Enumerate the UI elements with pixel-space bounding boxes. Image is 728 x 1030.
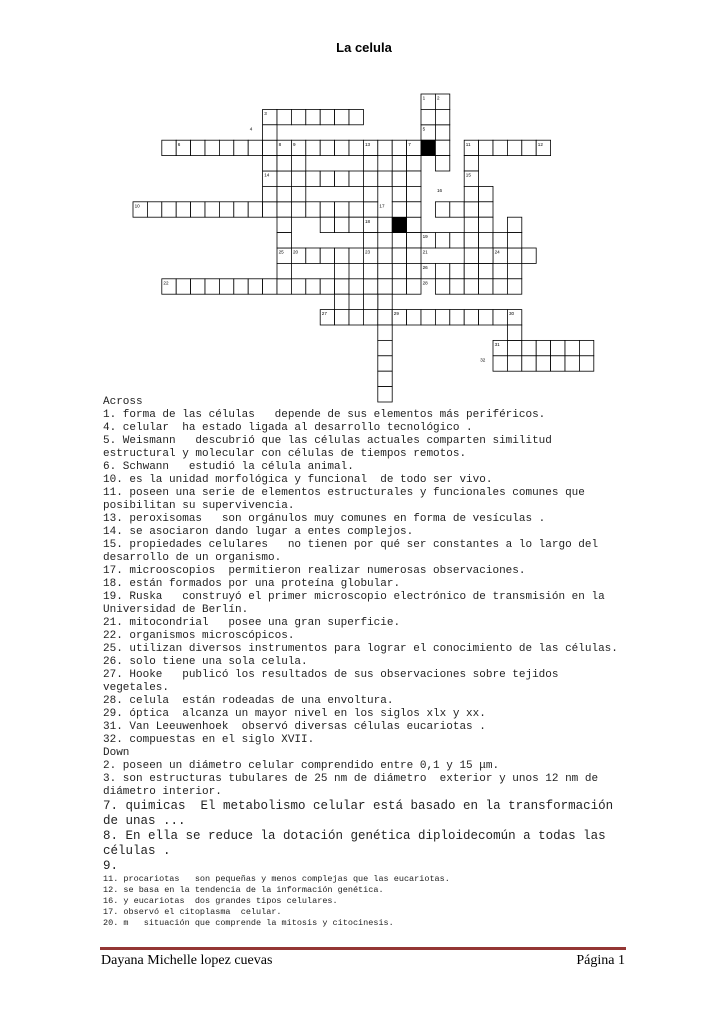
crossword-cell: [435, 109, 449, 124]
clue-line: 22. organismos microscópicos.: [103, 630, 295, 642]
crossword-cell: [349, 279, 363, 294]
crossword-cell: [507, 340, 521, 355]
crossword-cell: [349, 171, 363, 186]
crossword-cell: [378, 340, 392, 355]
crossword-cell: [363, 279, 377, 294]
crossword-cell: [277, 279, 291, 294]
clue-line: 5. Weismann descubrió que las células actuales comparten similitud: [103, 435, 552, 447]
crossword-cell: [479, 310, 493, 325]
clue-number: 26: [422, 265, 428, 270]
crossword-cell: [378, 217, 392, 232]
clue-line: 10. es la unidad morfológica y funcional de todo ser vivo.: [103, 474, 493, 486]
crossword-cell: [320, 202, 334, 217]
crossword-cell: [407, 217, 421, 232]
crossword-cell: [335, 140, 349, 155]
crossword-cell: [263, 156, 277, 171]
crossword-cell: [291, 171, 305, 186]
crossword-cell: [435, 310, 449, 325]
crossword-cell: [493, 233, 507, 248]
crossword-cell: [335, 294, 349, 309]
clue-line: 8. En ella se reduce la dotación genética diploidecomún a todas las: [103, 829, 606, 843]
clue-line: 4. celular ha estado ligada al desarrollo tecnológico .: [103, 422, 473, 434]
crossword-cell: [407, 279, 421, 294]
crossword-cell: [219, 202, 233, 217]
clue-number: 6: [177, 141, 181, 147]
clue-number: 30: [509, 311, 515, 317]
crossword-cell: [522, 340, 536, 355]
crossword-cell: [335, 310, 349, 325]
crossword-cell: [205, 202, 219, 217]
crossword-cell: [263, 140, 277, 155]
crossword-cell: [479, 202, 493, 217]
crossword-cell: [392, 233, 406, 248]
crossword-cell: [435, 279, 449, 294]
crossword-cell: [363, 233, 377, 248]
crossword-cell: [392, 202, 406, 217]
clue-number: 23: [365, 249, 371, 255]
crossword-cell: [306, 171, 320, 186]
clue-number: 8: [278, 141, 282, 147]
crossword-cell: [363, 202, 377, 217]
clue-line: 16. y eucariotas dos grandes tipos celulares.: [103, 896, 338, 906]
crossword-cell: [335, 248, 349, 263]
crossword-cell: [507, 233, 521, 248]
crossword-cell: [464, 156, 478, 171]
crossword-cell: [162, 140, 176, 155]
crossword-cell: [349, 248, 363, 263]
crossword-cell: [378, 171, 392, 186]
clue-list: [103, 396, 623, 929]
crossword-cell: [507, 217, 521, 232]
crossword-cell: [421, 310, 435, 325]
clue-line: 11. poseen una serie de elementos estructurales y funcionales comunes que: [103, 487, 585, 499]
crossword-cell: [392, 248, 406, 263]
clue-line: 32. compuestas en el siglo XVII.: [103, 734, 315, 746]
clue-number: 1: [422, 95, 426, 101]
crossword-black-cell: [421, 140, 435, 155]
crossword-cell: [378, 325, 392, 340]
crossword-cell: [450, 279, 464, 294]
clue-line: 13. peroxisomas son orgánulos muy comunes en forma de vesículas .: [103, 513, 546, 525]
clue-line: Universidad de Berlín.: [103, 604, 249, 616]
crossword-cell: [493, 356, 507, 371]
crossword-cell: [378, 248, 392, 263]
crossword-cell: [162, 202, 176, 217]
crossword-cell: [291, 186, 305, 201]
crossword-cell: [378, 356, 392, 371]
crossword-grid: [0, 0, 728, 363]
crossword-cell: [349, 140, 363, 155]
crossword-cell: [493, 279, 507, 294]
clue-line: posibilitan su supervivencia.: [103, 500, 295, 512]
crossword-cell: [147, 202, 161, 217]
crossword-cell: [479, 186, 493, 201]
crossword-cell: [277, 217, 291, 232]
crossword-cell: [464, 310, 478, 325]
crossword-cell: [407, 248, 421, 263]
crossword-cell: [479, 263, 493, 278]
crossword-cell: [536, 356, 550, 371]
crossword-cell: [407, 263, 421, 278]
crossword-cell: [493, 140, 507, 155]
crossword-cell: [335, 263, 349, 278]
crossword-cell: [219, 140, 233, 155]
crossword-cell: [421, 109, 435, 124]
crossword-cell: [378, 140, 392, 155]
crossword-cell: [407, 310, 421, 325]
clue-number: 7: [408, 141, 411, 147]
crossword-cell: [551, 356, 565, 371]
crossword-cell: [320, 279, 334, 294]
crossword-cell: [565, 356, 579, 371]
crossword-cell: [277, 202, 291, 217]
crossword-cell: [291, 109, 305, 124]
clue-number: 24: [494, 249, 500, 255]
crossword-cell: [277, 109, 291, 124]
clue-line: 25. utilizan diversos instrumentos para lograr el conocimiento de las células.: [103, 643, 618, 655]
crossword-cell: [579, 340, 593, 355]
crossword-cell: [248, 140, 262, 155]
clue-number: 18: [365, 218, 371, 224]
clue-number: 9: [293, 141, 296, 147]
crossword-cell: [378, 310, 392, 325]
crossword-cell: [579, 356, 593, 371]
clue-number: 17: [379, 203, 385, 209]
crossword-cell: [392, 263, 406, 278]
clue-line: Across: [103, 396, 143, 408]
clue-line: 27. Hooke publicó los resultados de sus observaciones sobre tejidos: [103, 669, 559, 681]
crossword-cell: [479, 217, 493, 232]
clue-number: 20: [293, 249, 299, 255]
crossword-cell: [493, 310, 507, 325]
crossword-cell: [277, 263, 291, 278]
crossword-cell: [507, 356, 521, 371]
crossword-cell: [306, 109, 320, 124]
clue-line: vegetales.: [103, 682, 170, 694]
clue-line: 11. procariotas son pequeñas y menos complejas que las eucariotas.: [103, 874, 450, 884]
clue-line: 29. óptica alcanza un mayor nivel en los siglos xlx y xx.: [103, 708, 486, 720]
crossword-cell: [349, 202, 363, 217]
crossword-cell: [363, 294, 377, 309]
crossword-cell: [464, 279, 478, 294]
clue-line: Down: [103, 747, 130, 759]
crossword-cell: [407, 202, 421, 217]
crossword-cell: [435, 125, 449, 140]
clue-number: 14: [264, 172, 270, 178]
crossword-cell: [277, 171, 291, 186]
crossword-cell: [435, 233, 449, 248]
crossword-black-cell: [392, 217, 406, 232]
crossword-cell: [392, 279, 406, 294]
crossword-cell: [522, 140, 536, 155]
crossword-cell: [363, 156, 377, 171]
crossword-cell: [464, 202, 478, 217]
clue-number: 12: [537, 141, 543, 147]
crossword-cell: [407, 156, 421, 171]
crossword-cell: [263, 279, 277, 294]
clue-line: 1. forma de las células depende de sus elementos más periféricos.: [103, 409, 546, 421]
crossword-cell: [479, 248, 493, 263]
crossword-cell: [507, 263, 521, 278]
crossword-cell: [435, 156, 449, 171]
crossword-cell: [205, 140, 219, 155]
clue-line: diámetro interior.: [103, 786, 222, 798]
crossword-cell: [536, 340, 550, 355]
clue-line: 28. celula están rodeadas de una envoltura.: [103, 695, 394, 707]
crossword-cell: [320, 171, 334, 186]
crossword-cell: [263, 186, 277, 201]
crossword-cell: [565, 340, 579, 355]
crossword-cell: [479, 233, 493, 248]
crossword-cell: [219, 279, 233, 294]
crossword-cell: [378, 371, 392, 386]
crossword-cell: [363, 186, 377, 201]
crossword-cell: [263, 125, 277, 140]
crossword-cell: [378, 294, 392, 309]
crossword-cell: [291, 279, 305, 294]
crossword-cell: [306, 140, 320, 155]
crossword-cell: [493, 263, 507, 278]
clue-line: de unas ...: [103, 814, 186, 828]
clue-line: 20. m situación que comprende la mitosis y citocinesis.: [103, 918, 394, 928]
crossword-cell: [191, 279, 205, 294]
crossword-cell: [335, 279, 349, 294]
crossword-cell: [507, 140, 521, 155]
clue-number: 28: [422, 280, 428, 286]
clue-line: 17. observó el citoplasma celular.: [103, 907, 282, 917]
crossword-cell: [479, 140, 493, 155]
crossword-cell: [507, 248, 521, 263]
crossword-cell: [263, 202, 277, 217]
clue-line: 14. se asociaron dando lugar a entes complejos.: [103, 526, 414, 538]
crossword-cell: [392, 156, 406, 171]
clue-line: estructural y molecular con células de tiempos remotos.: [103, 448, 467, 460]
clue-line: 6. Schwann estudió la célula animal.: [103, 461, 354, 473]
clue-number: 2: [437, 95, 440, 101]
crossword-cell: [464, 248, 478, 263]
crossword-cell: [464, 186, 478, 201]
clue-line: desarrollo de un organismo.: [103, 552, 282, 564]
crossword-cell: [349, 109, 363, 124]
crossword-cell: [277, 233, 291, 248]
crossword-cell: [450, 263, 464, 278]
clue-number: 31: [494, 342, 500, 347]
crossword-cell: [378, 263, 392, 278]
crossword-cell: [464, 233, 478, 248]
crossword-cell: [507, 279, 521, 294]
footer-page-number: Página 1: [576, 953, 625, 968]
clue-line: 31. Van Leeuwenhoek observó diversas células eucariotas .: [103, 721, 486, 733]
crossword-cell: [320, 109, 334, 124]
clue-number: 4: [249, 126, 253, 132]
crossword-cell: [522, 356, 536, 371]
crossword-cell: [464, 263, 478, 278]
clue-number: 29: [393, 311, 399, 317]
footer-author: Dayana Michelle lopez cuevas: [101, 953, 273, 968]
clue-number: 32: [480, 357, 486, 363]
clue-number: 22: [163, 280, 169, 286]
crossword-cell: [450, 202, 464, 217]
crossword-cell: [435, 263, 449, 278]
crossword-cell: [551, 340, 565, 355]
crossword-cell: [191, 140, 205, 155]
crossword-cell: [479, 279, 493, 294]
crossword-cell: [248, 202, 262, 217]
crossword-cell: [306, 248, 320, 263]
crossword-cell: [522, 248, 536, 263]
crossword-cell: [277, 156, 291, 171]
clue-line: 3. son estructuras tubulares de 25 nm de diámetro exterior y unos 12 nm de: [103, 773, 599, 785]
clue-line: 18. están formados por una proteína globular.: [103, 578, 401, 590]
clue-line: 7. quimicas El metabolismo celular está basado en la transformación: [103, 799, 614, 813]
footer-rule: [100, 947, 626, 950]
clue-line: 17. microoscopios permitieron realizar numerosas observaciones.: [103, 565, 526, 577]
crossword-cell: [363, 263, 377, 278]
clue-line: células .: [103, 844, 171, 858]
clue-number: 19: [422, 234, 428, 240]
crossword-cell: [205, 279, 219, 294]
crossword-cell: [291, 156, 305, 171]
crossword-cell: [363, 171, 377, 186]
crossword-cell: [349, 217, 363, 232]
crossword-cell: [176, 202, 190, 217]
clue-number: 27: [321, 311, 327, 317]
crossword-cell: [248, 279, 262, 294]
crossword-cell: [306, 202, 320, 217]
crossword-cell: [464, 217, 478, 232]
crossword-cell: [435, 140, 449, 155]
crossword-cell: [407, 186, 421, 201]
clue-line: 15. propiedades celulares no tienen por qué ser constantes a lo largo del: [103, 539, 599, 551]
crossword-cell: [234, 140, 248, 155]
crossword-cell: [320, 140, 334, 155]
crossword-cell: [335, 171, 349, 186]
clue-line: 21. mitocondrial posee una gran superficie.: [103, 617, 401, 629]
clue-number: 16: [437, 188, 443, 193]
crossword-cell: [450, 310, 464, 325]
crossword-cell: [176, 279, 190, 294]
clue-number: 25: [278, 249, 284, 255]
crossword-cell: [450, 233, 464, 248]
crossword-cell: [378, 279, 392, 294]
crossword-cell: [291, 202, 305, 217]
clue-number: 15: [465, 172, 471, 178]
clue-line: 2. poseen un diámetro celular comprendido entre 0,1 y 15 μm.: [103, 760, 500, 772]
clue-number: 21: [422, 249, 428, 255]
clue-line: 9.: [103, 859, 119, 873]
clue-number: 3: [264, 111, 267, 116]
crossword-cell: [335, 217, 349, 232]
clue-number: 13: [365, 141, 371, 147]
page-title: La celula: [336, 40, 392, 55]
clue-number: 11: [465, 141, 471, 147]
crossword-cell: [234, 202, 248, 217]
crossword-cell: [507, 325, 521, 340]
crossword-cell: [335, 109, 349, 124]
crossword-cell: [392, 186, 406, 201]
crossword-cell: [407, 171, 421, 186]
crossword-cell: [392, 140, 406, 155]
crossword-cell: [320, 248, 334, 263]
crossword-cell: [407, 233, 421, 248]
crossword-cell: [392, 171, 406, 186]
crossword-cell: [363, 310, 377, 325]
crossword-cell: [435, 202, 449, 217]
clue-number: 5: [422, 126, 426, 132]
crossword-cell: [277, 186, 291, 201]
crossword-cell: [320, 217, 334, 232]
clue-line: 12. se basa en la tendencia de la información genética.: [103, 885, 384, 895]
crossword-cell: [335, 202, 349, 217]
clue-line: 19. Ruska construyó el primer microscopio electrónico de transmisión en la: [103, 591, 605, 603]
crossword-cell: [191, 202, 205, 217]
clue-number: 10: [134, 203, 140, 209]
crossword-cell: [234, 279, 248, 294]
clue-line: 26. solo tiene una sola celula.: [103, 656, 308, 668]
crossword-cell: [349, 310, 363, 325]
crossword-cell: [306, 279, 320, 294]
